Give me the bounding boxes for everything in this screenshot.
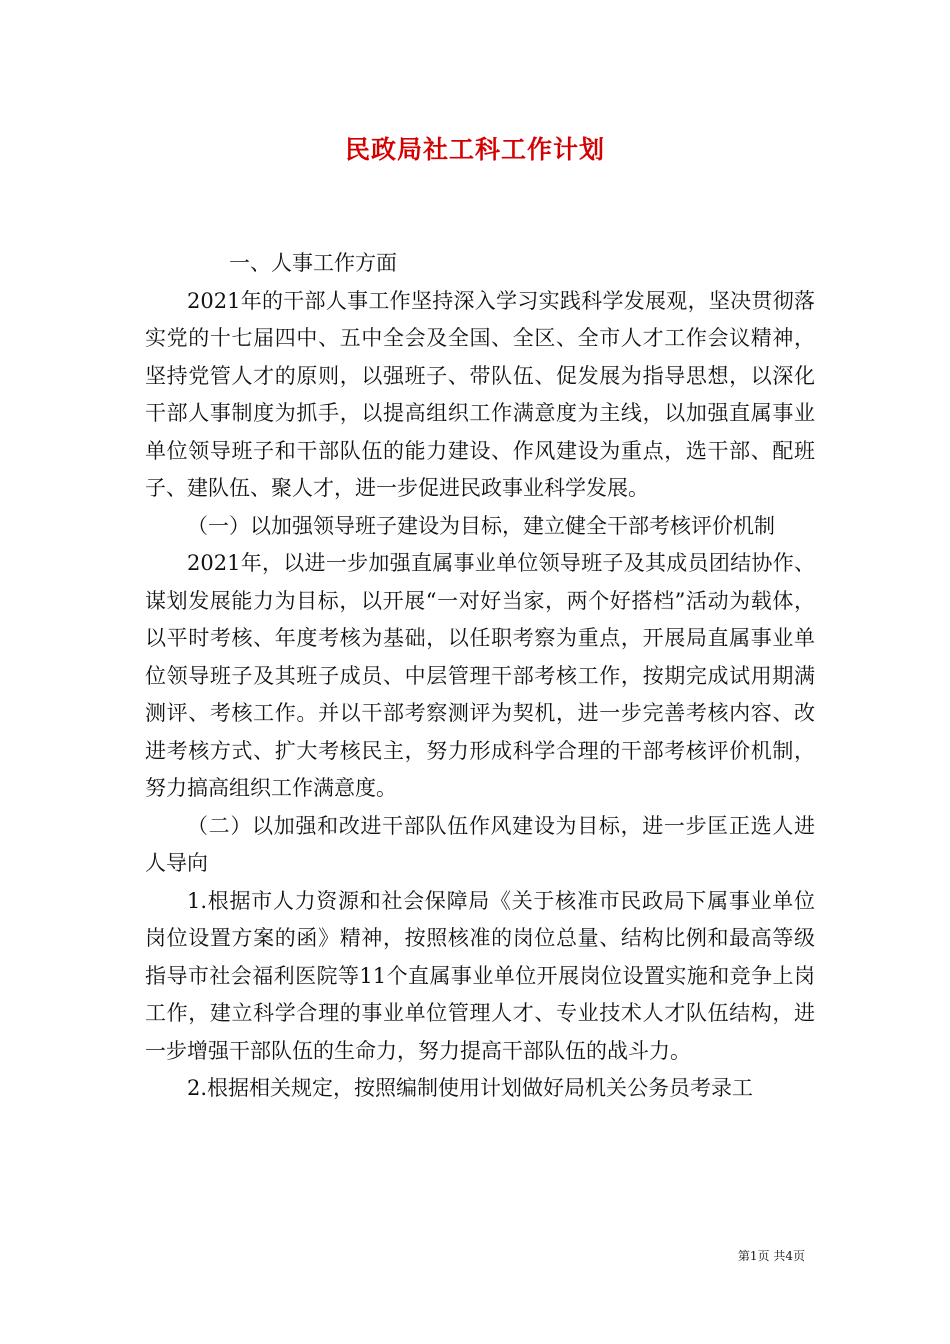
section-heading-personnel: 一、人事工作方面: [229, 251, 397, 275]
document-title: 民政局社工科工作计划: [344, 135, 605, 164]
subsection-heading-2: （二）以加强和改进干部队伍作风建设为目标，进一步匡正选人进人导向: [145, 813, 815, 875]
paragraph-item-2: 2.根据相关规定，按照编制使用计划做好局机关公务员考录工: [187, 1076, 754, 1100]
paragraph-assessment: 2021年，以进一步加强直属事业单位领导班子及其成员团结协作、谋划发展能力为目标，以开展“一对好当家，两个好搭档”活动为载体，以平时考核、年度考核为基础，以任职考察为重点，开展局直属事业单位领导班子及其班子成员、中层管理干部考核工作，按期完成试用期满测评、考核工作。并以干部考察测评为契机，进一步完善考核内容、改进考核方式、扩大考核民主，努力形成科学合理的干部考核评价机制，努力搞高组织工作满意度。: [145, 551, 815, 800]
paragraph-overview: 2021年的干部人事工作坚持深入学习实践科学发展观，坚决贯彻落实党的十七届四中、五中全会及全国、全区、全市人才工作会议精神，坚持党管人才的原则，以强班子、带队伍、促发展为指导思想，以深化干部人事制度为抓手，以提高组织工作满意度为主线，以加强直属事业单位领导班子和干部队伍的能力建设、作风建设为重点，选干部、配班子、建队伍、聚人才，进一步促进民政事业科学发展。: [145, 288, 815, 500]
subsection-heading-1: （一）以加强领导班子建设为目标，建立健全干部考核评价机制: [187, 513, 775, 538]
page-number: 第1页 共4页: [737, 1249, 805, 1263]
document-body: [145, 245, 815, 1108]
paragraph-item-1: 1.根据市人力资源和社会保障局《关于核准市民政局下属事业单位岗位设置方案的函》精神，按照核准的岗位总量、结构比例和最高等级指导市社会福利医院等11个直属事业单位开展岗位设置实施和竞争上岗工作，建立科学合理的事业单位管理人才、专业技术人才队伍结构，进一步增强干部队伍的生命力，努力提高干部队伍的战斗力。: [145, 888, 815, 1063]
